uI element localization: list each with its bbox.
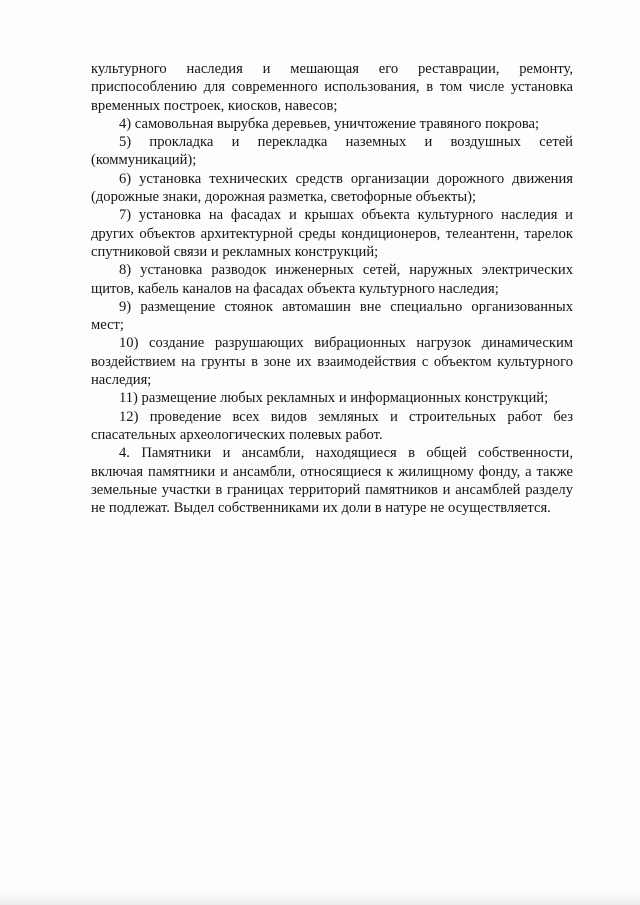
list-item-9: 9) размещение стоянок автомашин вне специально организованных мест;	[91, 298, 573, 334]
list-item-7: 7) установка на фасадах и крышах объекта культурного наследия и других объектов архитектурной среды кондиционеров, телеантенн, тарелок спутниковой связи и рекламных конструкций;	[91, 207, 573, 260]
list-item-4: 4) самовольная вырубка деревьев, уничтожение травяного покрова;	[119, 115, 540, 132]
list-item-8: 8) установка разводок инженерных сетей, наружных электрических щитов, кабель каналов на фасадах объекта культурного наследия;	[91, 262, 573, 297]
scan-bottom-edge	[0, 893, 640, 905]
list-item-5: 5) прокладка и перекладка наземных и воздушных сетей (коммуникаций);	[91, 134, 573, 169]
section-4-paragraph: 4. Памятники и ансамбли, находящиеся в общей собственности, включая памятники и ансамбли, относящиеся к жилищному фонду, а также земельные участки в границах территорий памятников и ансамблей разделу не подлежат. Выдел собственниками их доли в натуре не осуществляется.	[91, 445, 573, 517]
document-body	[91, 60, 573, 517]
list-item-6: 6) установка технических средств организации дорожного движения (дорожные знаки, дорожная разметка, светофорные объекты);	[91, 170, 573, 206]
list-item-12: 12) проведение всех видов земляных и строительных работ без спасательных археологических полевых работ.	[91, 408, 573, 443]
list-item-11: 11) размещение любых рекламных и информационных конструкций;	[119, 390, 549, 407]
list-item-10: 10) создание разрушающих вибрационных нагрузок динамическим воздействием на грунты в зоне их взаимодействия с объектом культурного наследия;	[91, 335, 573, 389]
paragraph-continuation: культурного наследия и мешающая его реставрации, ремонту, приспособлению для современного использования, в том числе установка временных построек, киосков, навесов;	[91, 61, 573, 114]
